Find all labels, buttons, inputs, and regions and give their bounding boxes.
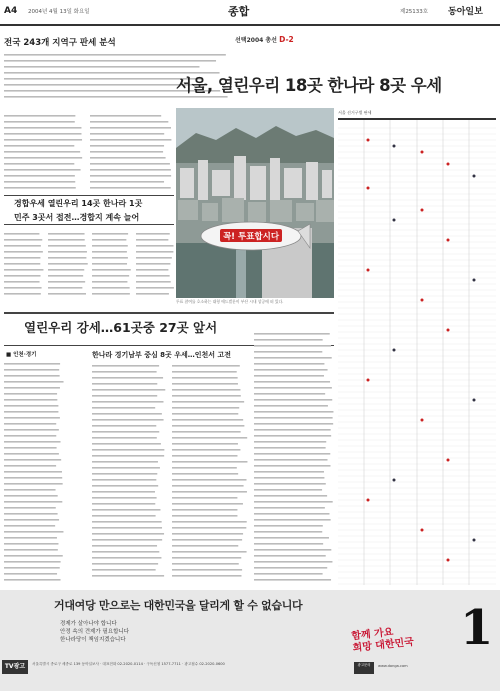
text-line bbox=[92, 233, 128, 235]
text-line bbox=[4, 525, 55, 527]
text-line bbox=[4, 96, 228, 98]
region-label: ■ 인천·경기 bbox=[6, 352, 37, 358]
text-line bbox=[92, 251, 127, 253]
text-line bbox=[172, 509, 237, 511]
text-line bbox=[92, 365, 159, 367]
greeked-text-lines bbox=[90, 112, 172, 192]
text-line bbox=[48, 251, 87, 253]
text-line bbox=[92, 281, 127, 283]
greeked-text-lines bbox=[92, 362, 166, 582]
text-line bbox=[4, 531, 63, 533]
text-line bbox=[4, 543, 58, 545]
text-line bbox=[172, 551, 247, 553]
spacer bbox=[86, 230, 87, 231]
text-line bbox=[4, 369, 59, 371]
text-line bbox=[4, 78, 202, 80]
text-line bbox=[90, 157, 166, 159]
text-line bbox=[4, 417, 60, 419]
body-column bbox=[4, 360, 64, 582]
text-line bbox=[172, 479, 246, 481]
text-line bbox=[254, 465, 330, 467]
text-line bbox=[92, 461, 158, 463]
text-line bbox=[172, 485, 244, 487]
text-line bbox=[136, 293, 169, 295]
text-line bbox=[92, 551, 159, 553]
text-line bbox=[92, 455, 164, 457]
text-line bbox=[4, 393, 57, 395]
text-line bbox=[4, 465, 56, 467]
greeked-text-lines bbox=[48, 230, 88, 300]
text-line bbox=[254, 573, 323, 575]
text-line bbox=[172, 515, 237, 517]
text-line bbox=[172, 467, 237, 469]
text-line bbox=[92, 479, 156, 481]
text-line bbox=[4, 483, 63, 485]
text-line bbox=[4, 239, 42, 241]
text-line bbox=[4, 115, 75, 117]
newspaper-masthead: 동아일보 bbox=[448, 7, 483, 17]
text-line bbox=[254, 519, 331, 521]
text-line bbox=[254, 339, 323, 341]
divider bbox=[4, 312, 334, 314]
text-line bbox=[92, 401, 163, 403]
text-line bbox=[4, 133, 81, 135]
greeked-text-lines bbox=[4, 360, 64, 582]
text-line bbox=[48, 275, 83, 277]
text-line bbox=[136, 257, 172, 259]
text-line bbox=[92, 527, 162, 529]
main-headline: 서울, 열린우리 18곳 한나라 8곳 우세 bbox=[176, 76, 442, 95]
text-line bbox=[172, 401, 244, 403]
text-line bbox=[172, 431, 241, 433]
text-line bbox=[4, 145, 74, 147]
text-line bbox=[4, 471, 62, 473]
text-line bbox=[4, 459, 61, 461]
text-line bbox=[4, 181, 75, 183]
text-line bbox=[172, 455, 237, 457]
text-line bbox=[4, 121, 75, 123]
text-line bbox=[92, 269, 131, 271]
text-line bbox=[254, 501, 333, 503]
text-line bbox=[254, 531, 322, 533]
text-line bbox=[90, 127, 171, 129]
footer-url: www.donga.com bbox=[378, 664, 408, 668]
text-line bbox=[92, 569, 156, 571]
text-line bbox=[172, 461, 247, 463]
text-line bbox=[92, 287, 130, 289]
text-line bbox=[92, 545, 157, 547]
text-line bbox=[92, 413, 162, 415]
section-title: 종합 bbox=[228, 5, 250, 18]
text-line bbox=[4, 447, 57, 449]
text-line bbox=[136, 239, 168, 241]
text-line bbox=[4, 573, 57, 575]
text-line bbox=[254, 525, 323, 527]
text-line bbox=[172, 383, 238, 385]
text-line bbox=[254, 363, 324, 365]
text-line bbox=[254, 471, 324, 473]
text-line bbox=[136, 275, 170, 277]
ad-subtext: 경제가 살아나야 합니다 안정 속의 견제가 필요합니다 한나라당이 책임지겠습니다 bbox=[60, 621, 130, 643]
text-line bbox=[48, 257, 86, 259]
text-line bbox=[4, 54, 226, 56]
text-line bbox=[172, 533, 243, 535]
text-line bbox=[92, 383, 157, 385]
subheadline: 경합우세 열린우리 14곳 한나라 1곳 bbox=[14, 199, 143, 208]
body-column bbox=[136, 230, 174, 300]
text-line bbox=[254, 453, 330, 455]
text-line bbox=[4, 127, 81, 129]
text-line bbox=[92, 437, 157, 439]
table-grid bbox=[338, 120, 496, 585]
text-line bbox=[92, 425, 156, 427]
greeked-text-lines bbox=[136, 230, 174, 300]
text-line bbox=[90, 163, 170, 165]
greeked-text-lines bbox=[254, 330, 334, 582]
text-line bbox=[92, 485, 158, 487]
text-line bbox=[4, 579, 61, 581]
text-line bbox=[4, 139, 82, 141]
text-line bbox=[254, 447, 326, 449]
text-line bbox=[92, 557, 161, 559]
footer-box: 광고문의 bbox=[354, 662, 374, 674]
text-line bbox=[4, 287, 42, 289]
body-column bbox=[48, 230, 88, 300]
table-title: 서울 선거구별 판세 bbox=[338, 110, 372, 115]
photo-caption: 투표 참여를 호소하는 대형 애드벌룬이 부산 시내 상공에 떠 있다. bbox=[176, 299, 284, 304]
text-line bbox=[90, 115, 161, 117]
text-line bbox=[136, 281, 171, 283]
text-line bbox=[92, 275, 129, 277]
text-line bbox=[4, 293, 41, 295]
text-line bbox=[90, 145, 164, 147]
page-number: A4 bbox=[4, 6, 18, 16]
text-line bbox=[172, 569, 242, 571]
text-line bbox=[172, 521, 247, 523]
text-line bbox=[254, 399, 332, 401]
text-line bbox=[254, 549, 331, 551]
text-line bbox=[136, 269, 168, 271]
text-line bbox=[4, 453, 59, 455]
election-dday: D-2 bbox=[279, 35, 294, 44]
text-line bbox=[48, 269, 84, 271]
issue-date: 2004년 4월 13일 화요일 bbox=[28, 9, 90, 15]
text-line bbox=[4, 561, 61, 563]
text-line bbox=[90, 187, 171, 189]
text-line bbox=[4, 281, 40, 283]
text-line bbox=[172, 545, 238, 547]
text-line bbox=[92, 395, 157, 397]
greeked-text-lines bbox=[4, 230, 44, 300]
text-line bbox=[4, 387, 60, 389]
text-line bbox=[172, 425, 244, 427]
text-line bbox=[172, 437, 247, 439]
text-line bbox=[4, 84, 205, 86]
article-kicker: 전국 243개 지역구 판세 분석 bbox=[4, 38, 116, 48]
body-column bbox=[92, 362, 166, 582]
ad-headline: 거대여당 만으로는 대한민국을 달리게 할 수 없습니다 bbox=[54, 599, 303, 612]
text-line bbox=[4, 157, 82, 159]
text-line bbox=[4, 151, 80, 153]
greeked-text-lines bbox=[172, 362, 248, 582]
text-line bbox=[4, 519, 59, 521]
body-column bbox=[90, 112, 172, 192]
text-line bbox=[172, 473, 238, 475]
text-line bbox=[92, 575, 164, 577]
text-line bbox=[254, 423, 333, 425]
text-line bbox=[92, 239, 126, 241]
footer-text: 서울특별시 종로구 세종로 139 동아일보사 · 대표전화 02-2020-0114 · 구독신청 1577-7711 · 광고접수 02-2020-0600 bbox=[32, 662, 225, 666]
text-line bbox=[172, 557, 241, 559]
text-line bbox=[4, 163, 74, 165]
text-line bbox=[254, 561, 332, 563]
text-line bbox=[4, 169, 81, 171]
text-line bbox=[48, 293, 86, 295]
text-line bbox=[4, 375, 60, 377]
text-line bbox=[92, 443, 161, 445]
divider bbox=[4, 224, 174, 225]
text-line bbox=[92, 491, 155, 493]
text-line bbox=[90, 139, 171, 141]
text-line bbox=[90, 151, 163, 153]
text-line bbox=[254, 435, 331, 437]
text-line bbox=[172, 377, 238, 379]
body-column bbox=[92, 230, 132, 300]
text-line bbox=[254, 579, 331, 581]
text-line bbox=[92, 449, 164, 451]
text-line bbox=[254, 483, 326, 485]
text-line bbox=[92, 377, 163, 379]
text-line bbox=[92, 503, 155, 505]
text-line bbox=[172, 527, 246, 529]
text-line bbox=[48, 245, 86, 247]
greeked-text-lines bbox=[92, 230, 132, 300]
balloon-text: 꼭! 투표합시다 bbox=[222, 232, 280, 242]
text-line bbox=[4, 513, 58, 515]
issue-number: 제25133호 bbox=[400, 9, 429, 15]
body-column bbox=[4, 112, 84, 192]
news-photo bbox=[176, 108, 334, 298]
text-line bbox=[4, 251, 43, 253]
text-line bbox=[48, 239, 85, 241]
text-line bbox=[172, 575, 241, 577]
text-line bbox=[4, 60, 216, 62]
text-line bbox=[4, 405, 58, 407]
election-badge bbox=[235, 35, 294, 44]
text-line bbox=[254, 369, 328, 371]
text-line bbox=[4, 477, 62, 479]
text-line bbox=[4, 381, 64, 383]
text-line bbox=[172, 389, 240, 391]
text-line bbox=[254, 429, 331, 431]
text-line bbox=[90, 175, 171, 177]
district-table bbox=[338, 118, 496, 583]
text-line bbox=[4, 399, 57, 401]
body-column bbox=[172, 362, 248, 582]
text-line bbox=[4, 555, 63, 557]
text-line bbox=[92, 263, 127, 265]
text-line bbox=[4, 507, 56, 509]
text-line bbox=[172, 443, 238, 445]
text-line bbox=[4, 233, 39, 235]
text-line bbox=[172, 539, 242, 541]
text-line bbox=[172, 395, 241, 397]
text-line bbox=[254, 507, 325, 509]
text-line bbox=[4, 187, 76, 189]
text-line bbox=[92, 515, 156, 517]
text-line bbox=[254, 477, 324, 479]
text-line bbox=[254, 387, 332, 389]
text-line bbox=[172, 407, 239, 409]
text-line bbox=[48, 233, 85, 235]
text-line bbox=[4, 257, 40, 259]
section2-subheadline: 한나라 경기남부 중심 8곳 우세…인천서 고전 bbox=[92, 351, 232, 359]
subheadline: 민주 3곳서 접전…경합지 계속 늘어 bbox=[14, 213, 140, 222]
text-line bbox=[172, 365, 240, 367]
text-line bbox=[4, 489, 56, 491]
text-line bbox=[4, 501, 62, 503]
text-line bbox=[254, 405, 328, 407]
greeked-text-lines bbox=[4, 112, 84, 192]
text-line bbox=[172, 371, 237, 373]
text-line bbox=[254, 495, 327, 497]
text-line bbox=[254, 537, 329, 539]
election-badge-label: 선택2004 bbox=[235, 37, 264, 44]
text-line bbox=[172, 419, 243, 421]
text-line bbox=[4, 549, 58, 551]
text-line bbox=[254, 351, 322, 353]
text-line bbox=[4, 429, 59, 431]
body-column bbox=[254, 330, 334, 582]
text-line bbox=[4, 175, 75, 177]
text-line bbox=[4, 537, 57, 539]
text-line bbox=[90, 121, 168, 123]
text-line bbox=[92, 419, 164, 421]
text-line bbox=[254, 543, 323, 545]
text-line bbox=[4, 66, 199, 68]
text-line bbox=[92, 293, 130, 295]
text-line bbox=[172, 491, 247, 493]
text-line bbox=[92, 497, 157, 499]
text-line bbox=[254, 375, 324, 377]
text-line bbox=[254, 333, 330, 335]
text-line bbox=[254, 489, 322, 491]
text-line bbox=[254, 441, 326, 443]
text-line bbox=[4, 567, 60, 569]
election-badge-name: 총선 bbox=[265, 37, 277, 44]
text-line bbox=[4, 269, 43, 271]
text-line bbox=[48, 281, 85, 283]
tv-ad-label: TV광고 bbox=[2, 660, 28, 674]
text-line bbox=[136, 263, 170, 265]
text-line bbox=[172, 413, 238, 415]
text-line bbox=[48, 263, 88, 265]
text-line bbox=[254, 411, 333, 413]
text-line bbox=[4, 263, 40, 265]
text-line bbox=[4, 423, 56, 425]
text-line bbox=[136, 233, 170, 235]
text-line bbox=[92, 509, 160, 511]
text-line bbox=[254, 393, 325, 395]
text-line bbox=[48, 287, 82, 289]
body-column bbox=[4, 230, 44, 300]
text-line bbox=[254, 357, 332, 359]
text-line bbox=[90, 133, 164, 135]
text-line bbox=[4, 495, 58, 497]
text-line bbox=[172, 449, 240, 451]
text-line bbox=[4, 275, 41, 277]
text-line bbox=[92, 473, 157, 475]
text-line bbox=[172, 563, 239, 565]
divider bbox=[4, 195, 174, 196]
text-line bbox=[92, 371, 157, 373]
text-line bbox=[254, 417, 333, 419]
ad-party-number: 1 bbox=[460, 600, 494, 656]
text-line bbox=[254, 555, 326, 557]
text-line bbox=[92, 407, 155, 409]
text-line bbox=[92, 539, 162, 541]
text-line bbox=[172, 497, 237, 499]
text-line bbox=[92, 533, 164, 535]
text-line bbox=[92, 389, 165, 391]
text-line bbox=[4, 363, 60, 365]
text-line bbox=[4, 441, 61, 443]
section2-headline: 열린우리 강세…61곳중 27곳 앞서 bbox=[24, 320, 218, 335]
text-line bbox=[92, 431, 159, 433]
text-line bbox=[136, 245, 173, 247]
text-line bbox=[92, 563, 158, 565]
text-line bbox=[4, 245, 41, 247]
text-line bbox=[4, 411, 58, 413]
text-line bbox=[92, 245, 128, 247]
cityscape-illustration bbox=[176, 108, 334, 298]
text-line bbox=[92, 467, 160, 469]
text-line bbox=[4, 435, 56, 437]
text-line bbox=[172, 503, 243, 505]
text-line bbox=[254, 381, 330, 383]
text-line bbox=[92, 521, 162, 523]
text-line bbox=[254, 459, 328, 461]
text-line bbox=[254, 345, 331, 347]
text-line bbox=[90, 181, 164, 183]
text-line bbox=[254, 567, 327, 569]
text-line bbox=[90, 169, 171, 171]
ad-slogan: 함께 가요 희망 대한민국 bbox=[350, 626, 415, 655]
text-line bbox=[254, 513, 329, 515]
text-line bbox=[136, 287, 174, 289]
text-line bbox=[136, 251, 173, 253]
text-line bbox=[92, 257, 128, 259]
